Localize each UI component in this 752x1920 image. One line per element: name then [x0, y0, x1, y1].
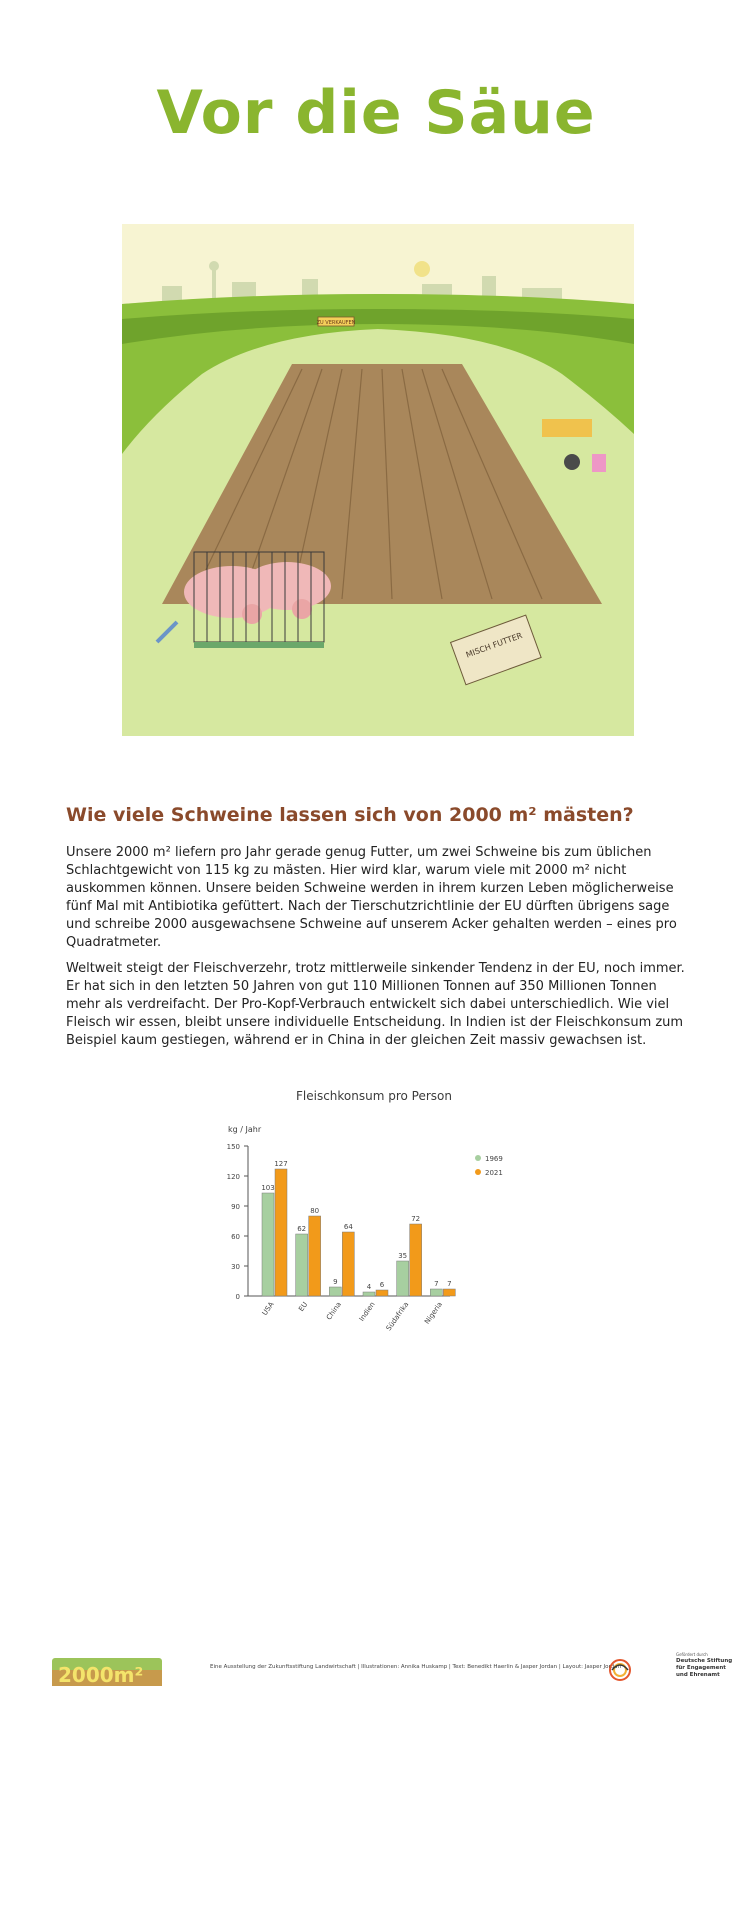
paragraph-2: Weltweit steigt der Fleischverzehr, trotz mittlerweile sinkender Tendenz in der EU, noch immer. Er hat sich in den letzten 50 Jahren von gut 110 Millionen Tonnen auf 350 Millionen Tonnen mehr als verdreifacht. Der Pro-Kopf-Verbrauch entwickelt sich dabei unterschiedlich. Wie viel Fleisch wir essen, bleibt unsere individuelle Entscheidung. In Indien ist der Fleischkonsum zum Beispiel kaum gestiegen, während er in China in der gleichen Zeit massiv gewachsen ist.: [66, 961, 685, 1048]
logo-text: 2000m²: [58, 1663, 144, 1687]
chart-category-label: Indien: [357, 1300, 377, 1323]
chart-data-label: 6: [379, 1281, 385, 1289]
chart-data-label: 62: [297, 1225, 307, 1233]
chart-bar: [309, 1216, 321, 1296]
chart-y-tick-label: 30: [231, 1263, 240, 1271]
field-illustration-svg: [122, 224, 634, 736]
paragraph-1: Unsere 2000 m² liefern pro Jahr gerade genug Futter, um zwei Schweine bis zum üblichen Schlachtgewicht von 115 kg zu mästen. Hier wird klar, warum viele mit 2000 m² nicht auskommen können. Unsere beiden Schweine werden in ihrem kurzen Leben möglicherweise fünf Mal mit Antibiotika gefüttert. Nach der Tierschutzrichtlinie der EU dürften übrigens sage und schreibe 2000 ausgewachsene Schweine auf unserem Acker gehalten werden – eines pro Quadratmeter.: [66, 845, 677, 950]
exhibition-logo: [52, 1648, 182, 1688]
sign-label: ZU VERKAUFEN: [316, 320, 356, 326]
chart-data-label: 64: [343, 1223, 353, 1231]
chart-bar: [329, 1287, 341, 1296]
partner-label: Gefördert durch: [676, 1652, 708, 1657]
chart-category-label: Nigeria: [423, 1300, 444, 1326]
footer: [0, 1640, 752, 1700]
chart-category-label: USA: [260, 1300, 276, 1318]
chart-category-label: EU: [297, 1300, 310, 1313]
chart-y-tick-label: 60: [231, 1233, 240, 1241]
partner-emblem-icon: [608, 1658, 632, 1682]
chart-data-label: 9: [333, 1278, 338, 1286]
chart-bar: [262, 1193, 274, 1296]
chart-bar: [443, 1289, 455, 1296]
chart-bar: [376, 1290, 388, 1296]
chart-legend-swatch: [475, 1169, 481, 1175]
chart-bar: [342, 1232, 354, 1296]
chart-y-tick-label: 0: [235, 1293, 240, 1301]
chart-data-label: 72: [411, 1215, 421, 1223]
chart-bar: [397, 1261, 409, 1296]
chart-y-tick-label: 90: [231, 1203, 240, 1211]
chart-bar: [296, 1234, 308, 1296]
chart-data-label: 35: [398, 1252, 408, 1260]
chart-bar: [430, 1289, 442, 1296]
partner-name: Deutsche Stiftung für Engagement und Ehrenamt: [676, 1658, 733, 1678]
partner-logo: [608, 1652, 733, 1686]
chart-legend-label: 2021: [485, 1169, 503, 1177]
chart-legend-label: 1969: [485, 1155, 503, 1163]
chart-data-label: 4: [366, 1283, 372, 1291]
chart-y-tick-label: 120: [226, 1173, 240, 1181]
chart-data-label: 7: [434, 1280, 439, 1288]
chart-data-label: 7: [447, 1280, 452, 1288]
chart-category-label: China: [324, 1300, 343, 1322]
chart-data-label: 80: [310, 1207, 320, 1215]
chart-legend-swatch: [475, 1155, 481, 1161]
chart-title: Fleischkonsum pro Person: [295, 1089, 453, 1103]
section-heading: Wie viele Schweine lassen sich von 2000 m² mästen?: [66, 804, 634, 826]
sack-label: MISCH FUTTER: [464, 630, 524, 660]
chart-y-axis-label: kg / Jahr: [228, 1125, 262, 1134]
chart-data-label: 127: [274, 1160, 288, 1168]
chart-svg: [200, 1082, 540, 1352]
chart-bar: [275, 1169, 287, 1296]
chart-data-label: 103: [261, 1184, 275, 1192]
field-illustration: [122, 224, 634, 736]
page-title: Vor die Säue: [156, 78, 596, 148]
chart-bar: [363, 1292, 375, 1296]
chart-bar: [410, 1224, 422, 1296]
body-text: [66, 844, 688, 1058]
chart-category-label: Südafrika: [384, 1300, 411, 1333]
chart-y-tick-label: 150: [226, 1143, 240, 1151]
meat-consumption-chart: [200, 1082, 540, 1352]
credit-text: Eine Ausstellung der Zukunftsstiftung Landwirtschaft | Illustrationen: Annika Huskamp | Text: Benedikt Haerlin & Jasper Jordan | Layout: Jasper Jordan: [210, 1664, 622, 1670]
